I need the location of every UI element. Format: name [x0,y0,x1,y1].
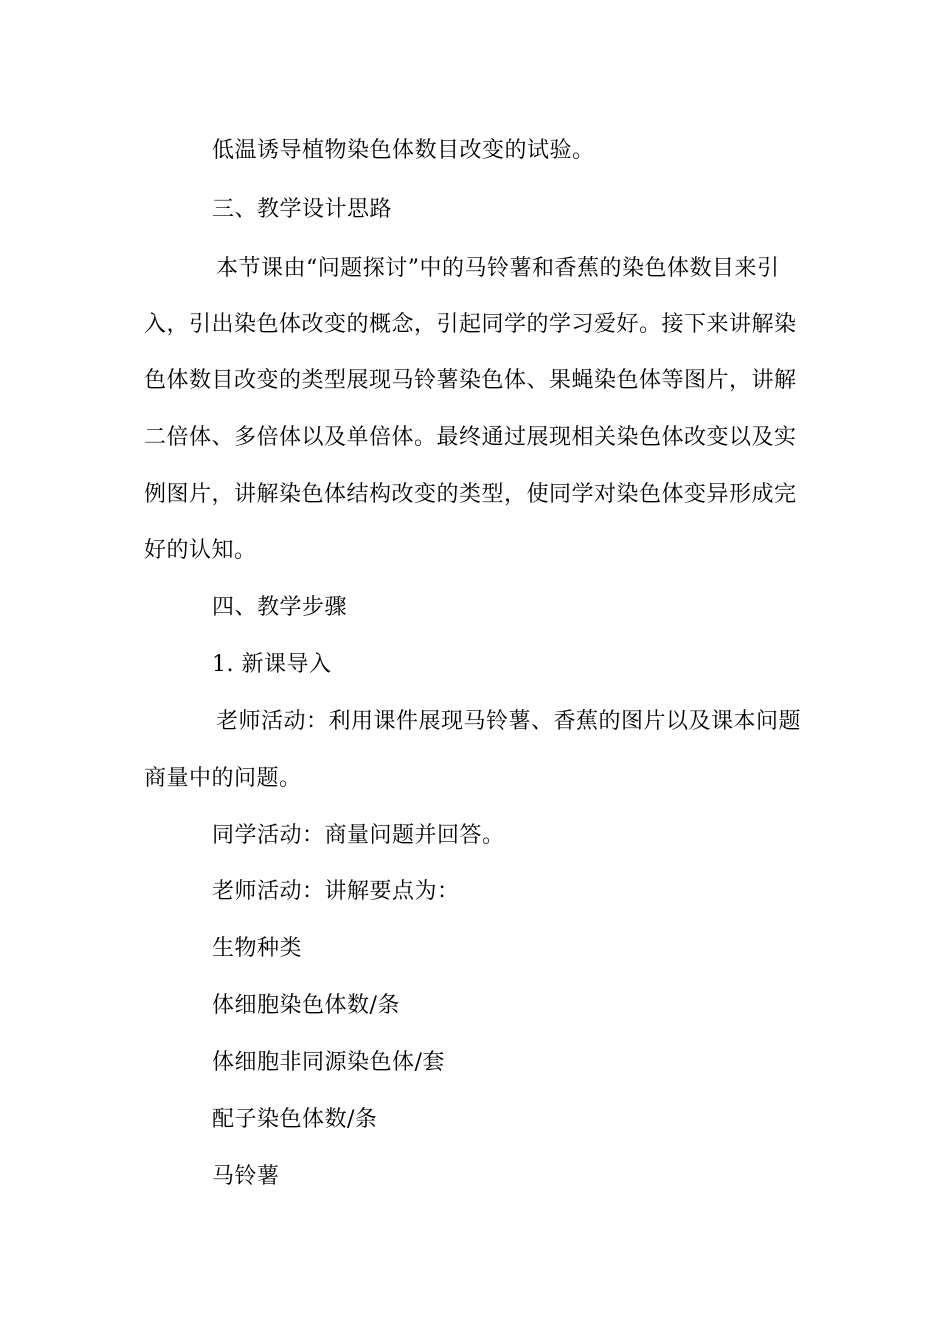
table-text-line: 体细胞染色体数/条 [212,993,400,1018]
paragraph-line: 入，引出染色体改变的概念，引起同学的学习爱好。接下来讲解染 [144,312,797,337]
paragraph-line: 老师活动：利用课件展现马铃薯、香蕉的图片以及课本问题 [216,709,802,734]
table-text-line: 生物种类 [212,936,303,961]
paragraph-line: 本节课由“问题探讨”中的马铃薯和香蕉的染色体数目来引 [216,256,780,281]
paragraph-line: 商量中的问题。 [144,766,302,791]
paragraph-line: 同学活动：商量问题并回答。 [212,823,505,848]
paragraph-line: 好的认知。 [144,538,257,563]
paragraph-line: 低温诱导植物染色体数目改变的试验。 [212,138,595,163]
paragraph-line: 老师活动：讲解要点为： [212,879,460,904]
table-text-line: 体细胞非同源染色体/套 [212,1050,445,1075]
paragraph-line: 二倍体、多倍体以及单倍体。最终通过展现相关染色体改变以及实 [144,425,797,450]
paragraph-line: 色体数目改变的类型展现马铃薯染色体、果蝇染色体等图片，讲解 [144,368,797,393]
paragraph-line: 例图片，讲解染色体结构改变的类型，使同学对染色体变异形成完 [144,482,797,507]
subsection-heading: 1. 新课导入 [212,652,332,677]
table-text-line: 马铃薯 [212,1164,280,1189]
section-heading: 四、教学步骤 [212,595,348,620]
table-text-line: 配子染色体数/条 [212,1107,378,1132]
section-heading: 三、教学设计思路 [212,197,393,222]
